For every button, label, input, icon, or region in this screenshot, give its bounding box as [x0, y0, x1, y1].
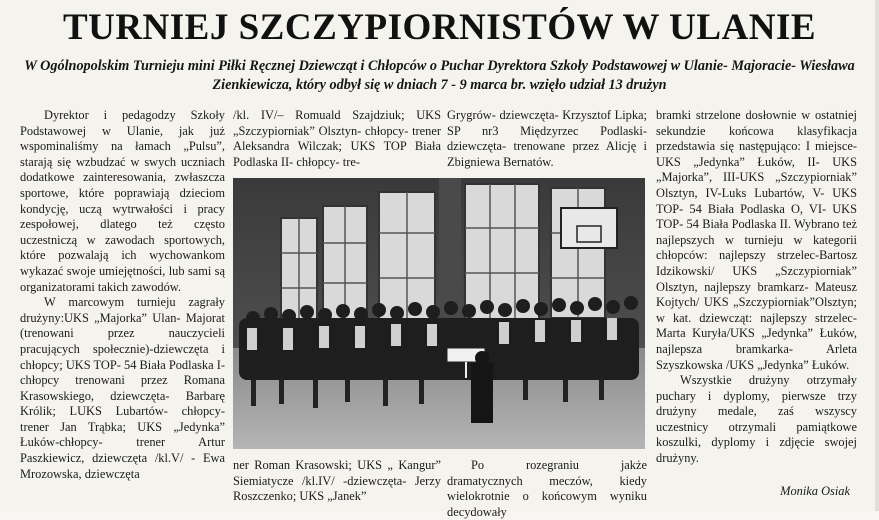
col2-bottom-text: ner Roman Krasowski; UKS „ Kangur” Siemiatycze /kl.IV/ -dziewczęta- Jerzy Roszczenko; UKS „Janek”	[233, 458, 441, 504]
column-2-top	[233, 108, 441, 170]
column-4	[656, 108, 857, 467]
gym-team-photo	[233, 178, 645, 449]
article-headline: TURNIEJ SZCZYPIORNISTÓW W ULANIE	[62, 7, 817, 48]
col4-paragraph-2: Wszystkie drużyny otrzymały puchary i dyplomy, pierwsze trzy drużyny medale, zaś wszyscy uczestnicy otrzymali pamiątkowe koszulki, dyplomy i zdjęcie swojej drużyny.	[656, 373, 857, 466]
col3-bottom-text: Po rozegraniu jakże dramatycznych meczów, kiedy wielokrotnie o końcowym wyniku decydowały	[447, 458, 647, 519]
column-2-bottom	[233, 458, 441, 505]
gym-photo-graphic	[233, 178, 645, 449]
col1-paragraph-2: W marcowym turnieju zagrały drużyny:UKS „Majorka” Ulan- Majorat (trenowani przez nauczycieli pracujących społecznie)-dziewczęta i chłopcy; UKS TOP- 54 Biała Podlaska I- chłopcy trenowani przez Romana Krasowskiego, dziewczęta- Barbarę Królik; LUKS Lubartów- chłopcy- trener Jan Trąbka; UKS „Jedynka” Łuków-chłopcy- trener Artur Paszkiewicz, dziewczęta /kl.V/ - Ewa Mrozowska, dziewczęta	[20, 295, 225, 481]
col4-paragraph-1: bramki strzelone dosłownie w ostatniej sekundzie końcowa klasyfikacja przedstawia się następująco: I miejsce- UKS „Jedynka” Łuków, II- UKS „Majorka”, III-UKS „Szczypiorniak” Olsztyn, IV-Luks Lubartów, V- UKS TOP- 54 Biała Podlaska O, VI- UKS TOP- 54 Biała Podlaska II. Wybrano też najlepszych w turnieju w kategorii chłopców: najlepszy strzelec-Bartosz Idzikowski/ UKS „Szczypiorniak” Olsztyn, najlepszy bramkarz- Mateusz Kojtych/ UKS „Szczypiorniak”Olsztyn; w kat. dziewcząt: najlepszy strzelec- Marta Kuryła/UKS „Jedynka” Łuków, najlepsza bramkarka- Arleta Szyszkowska /UKS „Jedynka” Łuków.	[656, 108, 857, 372]
column-1	[20, 108, 225, 482]
col2-top-text: /kl. IV/– Romuald Szajdziuk; UKS „Szczypiorniak” Olsztyn- chłopcy- trener Aleksandra Wilczak; UKS TOP Biała Podlaska II- chłopcy- tre-	[233, 108, 441, 169]
article-byline: Monika Osiak	[780, 484, 850, 498]
col3-top-text: Grygrów- dziewczęta- Krzysztof Lipka; SP nr3 Międzyrzec Podlaski- dziewczęta- trenowane przez Alicję i Zbigniewa Bernatów.	[447, 108, 647, 169]
col1-paragraph-1: Dyrektor i pedagodzy Szkoły Podstawowej w Ulanie, jak już wspominaliśmy na łamach „Pulsu”, starają się wzbudzać w swych uczniach dodatkowe zainteresowania, zwłaszcza sportowe, które poprawiają dzieciom kondycję, uczą wytrwałości i pracy zespołowej, dlatego też często uczestniczą w zawodach sportowych, które pozwalają ich wychowankom wykazać swoje umiejętności, lub sami są organizatorami takich zawodów.	[20, 108, 225, 294]
article-lead: W Ogólnopolskim Turnieju mini Piłki Ręcznej Dziewcząt i Chłopców o Puchar Dyrektora Szkoły Podstawowej w Ulanie- Majoracie- Wiesława Zienkiewicza, który odbył się w dniach 7 - 9 marca br. wzięło udział 13 drużyn	[24, 58, 855, 93]
scan-edge	[875, 0, 879, 511]
column-3-top	[447, 108, 647, 170]
